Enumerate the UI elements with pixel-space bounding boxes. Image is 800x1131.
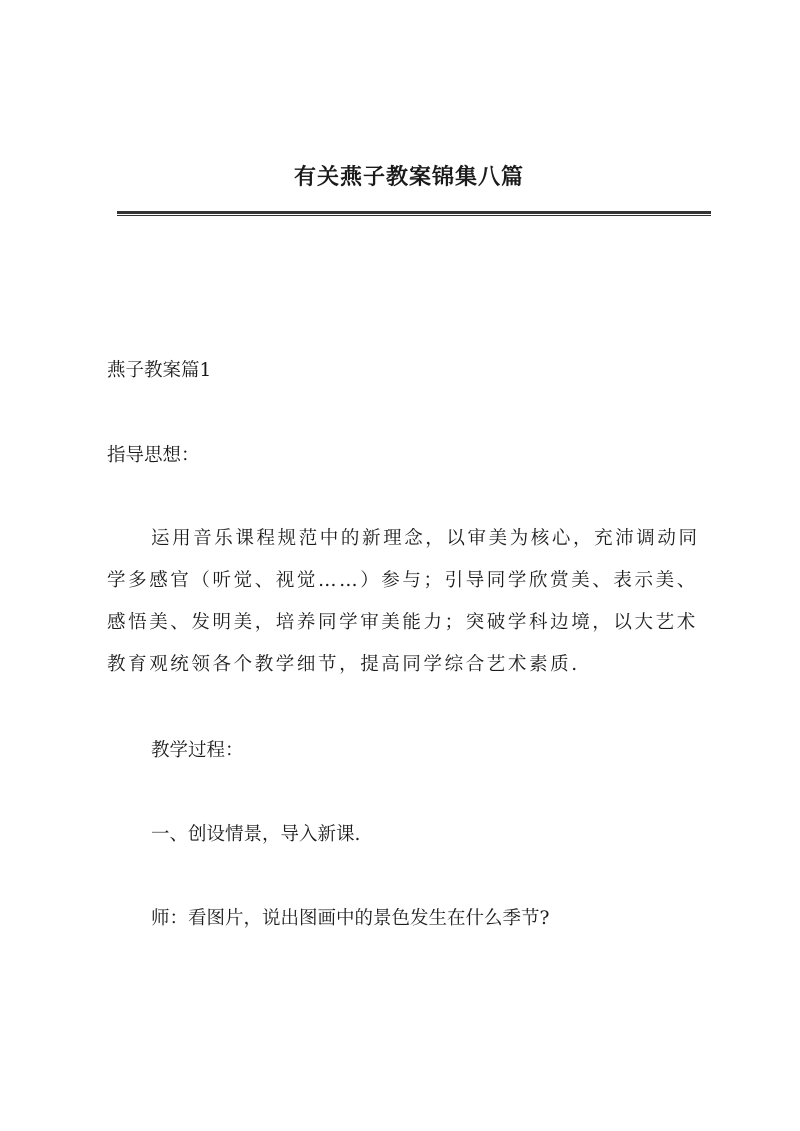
guide-paragraph — [107, 518, 707, 686]
document-title: 有关燕子教案锦集八篇 — [293, 164, 524, 190]
process-label: 教学过程： — [151, 740, 244, 761]
section-heading: 燕子教案篇1 — [107, 360, 212, 381]
teacher-question: 师：看图片，说出图画中的景色发生在什么季节? — [151, 908, 550, 929]
step-one: 一、创设情景，导入新课. — [151, 824, 361, 845]
title-divider — [117, 211, 711, 216]
guide-paragraph-line: 感悟美、发明美，培养同学审美能力；突破学科边境，以大艺术 — [107, 612, 698, 633]
guide-paragraph-line: 运用音乐课程规范中的新理念，以审美为核心，充沛调动同 — [151, 528, 700, 549]
guide-label: 指导思想： — [107, 445, 200, 466]
guide-paragraph-line: 学多感官（听觉、视觉……）参与；引导同学欣赏美、表示美、 — [107, 570, 698, 591]
guide-paragraph-line: 教育观统领各个教学细节，提高同学综合艺术素质. — [107, 654, 580, 675]
